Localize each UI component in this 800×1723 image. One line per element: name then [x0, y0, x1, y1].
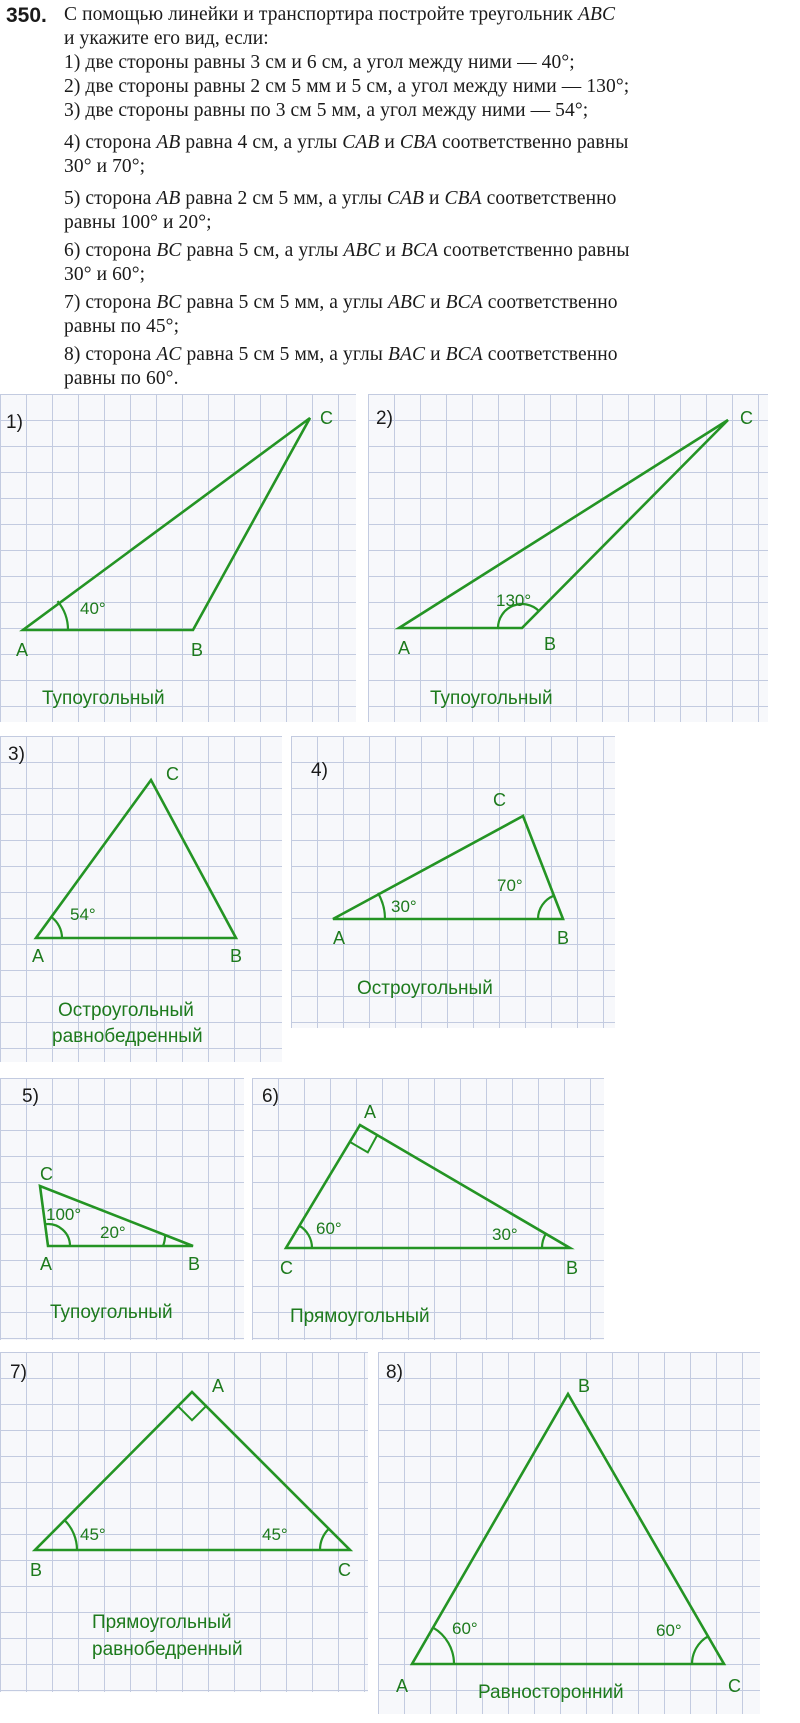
angle-label: 60° — [452, 1619, 478, 1638]
italic-term: BC — [156, 292, 182, 313]
angle-arc — [65, 1520, 77, 1550]
problem-line: 2) две стороны равны 2 см 5 мм и 5 см, а угол между ними — 130°; — [64, 76, 630, 97]
vertex-label-b: B — [191, 640, 204, 660]
problem-line: 8) сторона AC равна 5 см 5 мм, а углы BAC и BCA соответственно — [64, 344, 618, 365]
italic-term: BCA — [445, 344, 483, 365]
figure-3 — [0, 736, 282, 1062]
vertex-label-c: C — [166, 764, 179, 784]
angle-label: 130° — [496, 591, 532, 610]
triangle-diagram — [291, 736, 615, 1028]
triangle-diagram — [252, 1078, 604, 1340]
vertex-label-b: B — [30, 1560, 43, 1580]
angle-label: 20° — [100, 1223, 126, 1242]
vertex-label-b: B — [578, 1376, 591, 1396]
italic-term: BCA — [400, 240, 439, 261]
angle-arc — [692, 1636, 708, 1664]
triangle-type: Тупоугольный — [42, 688, 165, 709]
angle-arc — [299, 1226, 312, 1249]
problem-line: 4) сторона AB равна 4 см, а углы CAB и CBA соответственно равны — [64, 132, 629, 153]
vertex-label-a: A — [32, 946, 45, 966]
angle-label: 40° — [80, 599, 106, 618]
angle-arc — [320, 1529, 329, 1550]
triangle-type-line-2: равнобедренный — [52, 1026, 203, 1047]
angle-arc — [163, 1235, 165, 1246]
vertex-label-a: A — [333, 928, 346, 948]
vertex-label-c: C — [40, 1164, 53, 1184]
triangle — [23, 418, 310, 630]
figure-number: 5) — [22, 1086, 39, 1107]
figure-number: 6) — [262, 1086, 279, 1107]
triangle-diagram — [0, 736, 282, 1062]
figure-number: 1) — [6, 412, 23, 433]
angle-arc — [51, 917, 62, 938]
figure-number: 2) — [376, 408, 393, 429]
angle-label: 60° — [656, 1621, 682, 1640]
triangle — [36, 780, 236, 938]
italic-term: ABC — [343, 240, 381, 261]
problem-line: С помощью линейки и транспортира постройте треугольник ABC — [64, 4, 616, 25]
vertex-label-b: B — [544, 634, 557, 654]
problem-line: 30° и 60°; — [64, 264, 146, 285]
vertex-label-c: C — [338, 1560, 351, 1580]
figure-8 — [378, 1352, 760, 1714]
angle-arc — [433, 1628, 454, 1664]
triangle — [399, 420, 728, 628]
vertex-label-a: A — [16, 640, 29, 660]
figure-5 — [0, 1078, 244, 1340]
figure-1 — [0, 394, 356, 722]
triangle-type: Тупоугольный — [430, 688, 553, 709]
problem-line: 30° и 70°; — [64, 156, 146, 177]
figure-number: 3) — [8, 744, 25, 765]
triangle-type-line-1: Остроугольный — [58, 1000, 194, 1021]
angle-label: 30° — [492, 1225, 518, 1244]
problem-line: 5) сторона AB равна 2 см 5 мм, а углы CAB и CBA соответственно — [64, 188, 617, 209]
triangle-type: Равносторонний — [478, 1682, 624, 1703]
vertex-label-b: B — [566, 1258, 579, 1278]
right-angle-mark — [351, 1135, 378, 1152]
vertex-label-a: A — [364, 1102, 377, 1122]
vertex-label-b: B — [188, 1254, 201, 1274]
triangle-type: Остроугольный — [357, 978, 493, 999]
problem-line: равны по 60°. — [64, 368, 179, 389]
problem-line: 6) сторона BC равна 5 см, а углы ABC и BCA соответственно равны — [64, 240, 630, 261]
italic-term: ABC — [387, 292, 426, 313]
problem-line: и укажите его вид, если: — [64, 28, 269, 49]
angle-label: 45° — [80, 1525, 106, 1544]
angle-label: 45° — [262, 1525, 288, 1544]
triangle-type-line-2: равнобедренный — [92, 1639, 243, 1660]
problem-line: 3) две стороны равны по 3 см 5 мм, а угол между ними — 54°; — [64, 100, 589, 121]
angle-label: 30° — [391, 897, 417, 916]
figure-6 — [252, 1078, 604, 1340]
triangle-type-line-1: Прямоугольный — [92, 1612, 232, 1633]
figure-number: 7) — [10, 1362, 27, 1383]
problem-line: равны 100° и 20°; — [64, 212, 212, 233]
italic-term: AB — [156, 188, 181, 209]
italic-term: ABC — [577, 4, 616, 25]
angle-arc — [538, 896, 554, 919]
triangle-diagram — [0, 1078, 244, 1340]
angle-arc — [46, 1224, 71, 1246]
figure-2 — [368, 394, 768, 722]
vertex-label-c: C — [280, 1258, 293, 1278]
italic-term: BC — [156, 240, 182, 261]
vertex-label-c: C — [740, 408, 753, 428]
problem-line: равны по 45°; — [64, 316, 180, 337]
angle-label: 100° — [46, 1205, 82, 1224]
vertex-label-a: A — [40, 1254, 53, 1274]
italic-term: AB — [156, 132, 181, 153]
triangle-diagram — [368, 394, 768, 722]
angle-label: 60° — [316, 1219, 342, 1238]
problem-line: 7) сторона BC равна 5 см 5 мм, а углы ABC и BCA соответственно — [64, 292, 618, 313]
italic-term: BCA — [445, 292, 483, 313]
figure-number: 8) — [386, 1362, 403, 1383]
angle-label: 54° — [70, 905, 96, 924]
italic-term: CBA — [399, 132, 437, 153]
problem-number: 350. — [6, 4, 47, 27]
italic-term: CAB — [386, 188, 425, 209]
triangle — [333, 816, 563, 919]
angle-label: 70° — [497, 876, 523, 895]
angle-arc — [58, 601, 69, 630]
figure-number: 4) — [311, 760, 328, 781]
angle-arc — [542, 1234, 546, 1248]
problem-line: 1) две стороны равны 3 см и 6 см, а угол между ними — 40°; — [64, 52, 575, 73]
angle-arc — [378, 893, 385, 919]
problem-statement — [0, 0, 800, 390]
italic-term: BAC — [387, 344, 426, 365]
right-angle-mark — [178, 1406, 206, 1420]
vertex-label-c: C — [493, 790, 506, 810]
vertex-label-c: C — [728, 1676, 741, 1696]
triangle-type: Прямоугольный — [290, 1306, 430, 1327]
vertex-label-b: B — [557, 928, 570, 948]
triangle-type: Тупоугольный — [50, 1302, 173, 1323]
vertex-label-a: A — [398, 638, 411, 658]
italic-term: AC — [156, 344, 182, 365]
triangle-diagram — [378, 1352, 760, 1714]
italic-term: CBA — [444, 188, 482, 209]
vertex-label-c: C — [320, 408, 333, 428]
vertex-label-b: B — [230, 946, 243, 966]
triangle-diagram — [0, 394, 356, 722]
figure-7 — [0, 1352, 368, 1692]
vertex-label-a: A — [212, 1376, 225, 1396]
figure-4 — [291, 736, 615, 1028]
vertex-label-a: A — [396, 1676, 409, 1696]
triangle-diagram — [0, 1352, 368, 1692]
italic-term: CAB — [342, 132, 380, 153]
